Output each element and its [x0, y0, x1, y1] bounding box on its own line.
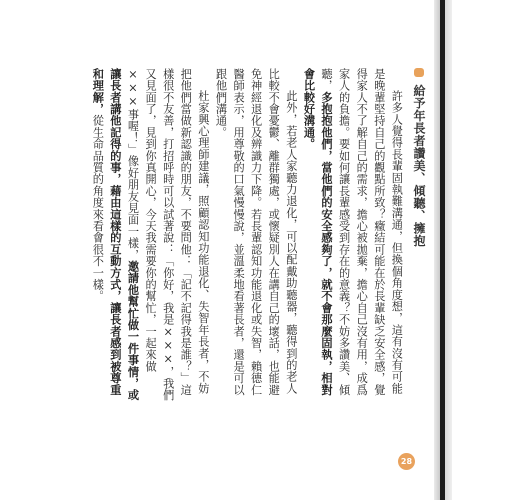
paragraph-1-highlight: 多抱抱他們，當他們的安全感夠了，就不會那麼固執，相對會比較好溝通。 [302, 68, 334, 396]
page-number: 28 [400, 457, 413, 466]
section-title [409, 68, 427, 404]
paragraph-2 [212, 68, 300, 404]
paragraph-3-ending: 從生命品質的角度來看會很不一樣。 [91, 114, 105, 303]
page-number-badge [398, 453, 415, 470]
paragraph-3-text: 杜家興心理師建議，照顧認知功能退化、失智年長者，不妨把他們當做新認識的朋友，不要問他：「記不記得我是誰？」這樣很不友善，打招呼時可以試著說：「你好，我是×××，我們又見面了，見到你真開心，今天我需要你的幫忙，一起來做×××事喔！」像好朋友見面一樣， [126, 68, 210, 401]
paragraph-2-text: 此外，若老人家聽力退化，可以配戴助聽器，聽得到的老人比較不會憂鬱、離群獨處，或懷疑別人在講自己的壞話，也能避免神經退化及辨識力下降。若長輩認知功能退化或失智，賴德仁醫師表示，用尊敬的口氣慢慢說，並溫柔地看著長者，還是可以跟他們溝通。 [214, 68, 298, 396]
paragraph-3-highlight: 邀請他幫忙做一件事情，或讓長者講他記得的事，藉由這樣的互動方式，讓長者感到被尊重和理解， [91, 68, 140, 402]
article-body [89, 68, 427, 404]
paragraph-1 [300, 68, 406, 404]
paragraph-1-text: 許多人覺得長輩固執難溝通，但換個角度想，這有沒有可能是晚輩堅持自己的觀點所致？癥結可能在於長輩缺乏安全感，覺得家人不了解自己的需求，擔心被拋棄，擔心自己沒有用，成爲家人的負擔。要如何讓長輩感受到存在的意義？不妨多讚美、傾聽， [320, 68, 404, 396]
book-spine [440, 0, 445, 500]
title-marker-icon [414, 68, 424, 77]
paragraph-3 [89, 68, 212, 404]
section-title-text: 給予年長者讚美、傾聽、擁抱 [412, 84, 426, 248]
